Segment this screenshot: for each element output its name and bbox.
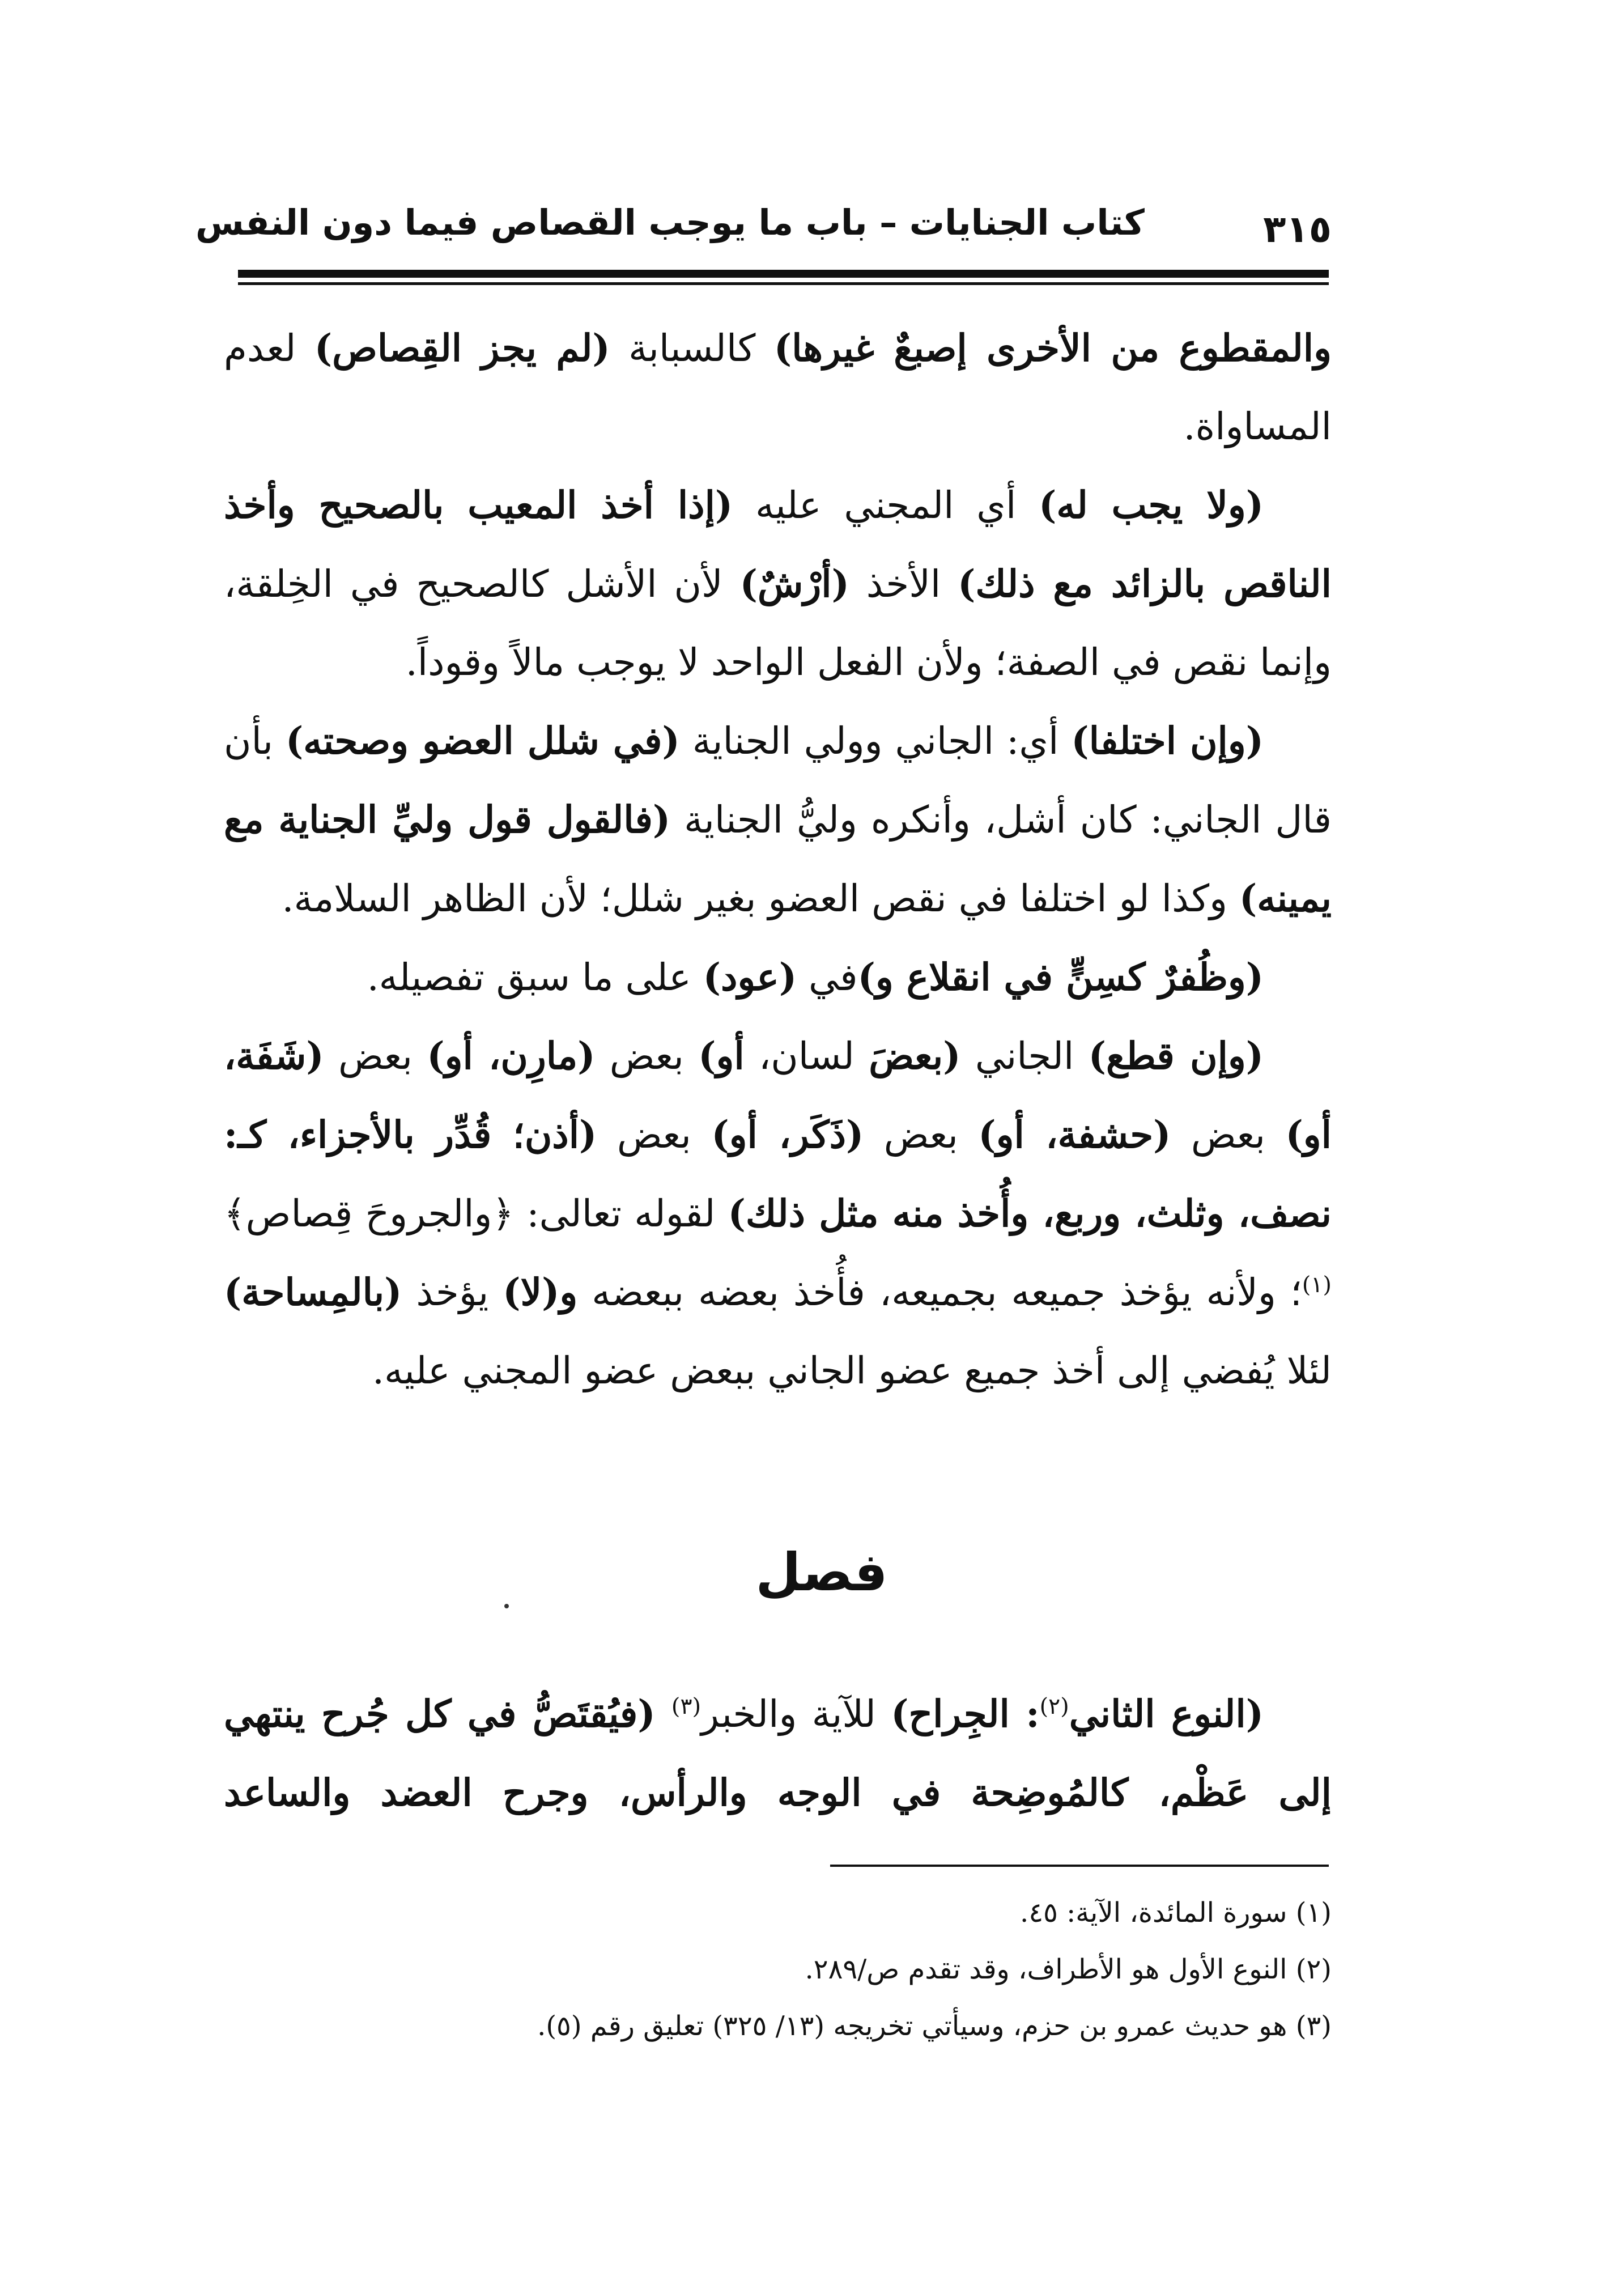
commentary-text: لسان، — [744, 1034, 869, 1078]
matn-text: (ولا يجب له) — [1039, 483, 1264, 527]
paragraph — [224, 702, 1332, 938]
commentary-text: في — [797, 956, 858, 999]
main-text — [224, 309, 1332, 1410]
commentary-text: لئلا يُفضي إلى أخذ جميع عضو الجاني ببعض عضو المجني عليه. — [372, 1349, 1332, 1392]
matn-text: (فالقول قول وليِّ الجناية مع يمينه) — [224, 797, 1332, 920]
matn-text: (في شلل العضو وصحته) — [286, 719, 680, 763]
matn-text: (لم يجز القِصاص) — [314, 326, 610, 370]
commentary-text: أي المجني عليه — [733, 483, 1039, 527]
commentary-text: يؤخذ — [402, 1271, 503, 1314]
commentary-text: بعض — [597, 1113, 712, 1157]
footnote-marker: (١) — [1302, 1272, 1332, 1298]
commentary-text: بعض — [595, 1034, 699, 1078]
commentary-text: وكذا لو اختلفا في نقص العضو بغير شلل؛ لأن الظاهر السلامة. — [282, 877, 1240, 920]
matn-text: (إذا أخذ المعيب بالصحيح وأخذ الناقص بالزائد مع ذلك) — [224, 483, 1332, 606]
matn-text: (بعضَ — [869, 1034, 961, 1078]
footnote: (٣) هو حديث عمرو بن حزم، وسيأتي تخريجه (١٣/ ٣٢٥) تعليق رقم (٥). — [537, 2010, 1332, 2042]
matn-text: (النوع الثاني — [1069, 1692, 1264, 1736]
matn-text: (مارِن، أو) — [427, 1034, 596, 1078]
matn-text: والمقطوع من الأخرى إصبعٌ غيرها) — [773, 326, 1332, 370]
print-speck — [504, 1604, 509, 1608]
matn-text: (عود) — [703, 955, 797, 999]
commentary-text: لأن الأشل كالصحيح في الخِلقة، وإنما نقص في الصفة؛ ولأن الفعل الواحد لا يوجب مالاً وقوداً. — [224, 562, 1332, 684]
paragraph — [224, 938, 1332, 1017]
footnote: (٢) النوع الأول هو الأطراف، وقد تقدم ص/٢٨٩. — [805, 1954, 1332, 1985]
commentary-text: بأن قال الجاني: كان أشل، وأنكره وليُّ الجناية — [224, 719, 1332, 842]
matn-text: و(لا) — [503, 1270, 578, 1314]
matn-text: (وإن قطع) — [1088, 1034, 1264, 1078]
paragraph-continuation — [224, 309, 1332, 466]
header-rule-thick — [238, 270, 1329, 278]
paragraph — [224, 1017, 1332, 1410]
footnote-marker: (٣) — [671, 1693, 702, 1719]
matn-text: أو) — [698, 1034, 745, 1078]
commentary-text: للآية والخبر — [701, 1692, 891, 1736]
commentary-text: الجاني — [960, 1034, 1089, 1078]
section-text — [224, 1675, 1332, 1832]
page-header — [195, 187, 1332, 261]
commentary-text: بعض — [324, 1034, 427, 1078]
paragraph — [224, 466, 1332, 702]
running-title: كتاب الجنايات – باب ما يوجب القصاص فيما دون النفس — [195, 202, 1145, 243]
paragraph-after-heading — [224, 1675, 1332, 1832]
page-number: ٣١٥ — [1263, 207, 1332, 251]
matn-text: (حشفة، أو) — [978, 1112, 1171, 1157]
matn-text: (وإن اختلفا) — [1071, 719, 1264, 763]
commentary-text: لقوله تعالى: ﴿والجروحَ قِصاص﴾ — [224, 1192, 728, 1235]
matn-text: (وظُفرٌ كسِنٍّ في انقلاع و) — [857, 955, 1264, 999]
commentary-text: ؛ ولأنه يؤخذ جميعه بجميعه، فأُخذ بعضه ببعضه — [577, 1271, 1302, 1314]
matn-text: : الجِراح) — [891, 1692, 1040, 1736]
footnote-marker: (٢) — [1039, 1693, 1069, 1719]
matn-text: (ذَكَر، أو) — [711, 1112, 864, 1157]
footnotes — [224, 1884, 1332, 2054]
commentary-text: بعض — [864, 1113, 979, 1157]
matn-text: (أذن؛ قُدِّر بالأجزاء، كـ: نصف، وثلث، وربع، وأُخذ منه مثل ذلك) — [224, 1112, 1332, 1235]
matn-text: (أرْشٌ) — [739, 562, 849, 606]
commentary-text: على ما سبق تفصيله. — [367, 956, 703, 999]
commentary-text: الأخذ — [849, 562, 958, 606]
matn-text: (فيُقتَصُّ في كل جُرح ينتهي إلى عَظْم، كالمُوضِحة في الوجه والرأس، وجرح العضد والساعد — [224, 1692, 1332, 1815]
matn-text: (شَفَة، أو) — [224, 1034, 1332, 1157]
matn-text: (بالمِساحة) — [224, 1270, 402, 1314]
section-heading: فصل — [755, 1542, 888, 1603]
footnote: (١) سورة المائدة، الآية: ٤٥. — [1020, 1897, 1332, 1929]
commentary-text: لعدم المساواة. — [224, 326, 1332, 448]
commentary-text: كالسبابة — [610, 326, 774, 370]
footnote-separator — [830, 1865, 1329, 1867]
header-rule-thin — [238, 282, 1329, 285]
commentary-text: بعض — [1171, 1113, 1286, 1157]
commentary-text: أي: الجاني وولي الجناية — [679, 719, 1072, 763]
